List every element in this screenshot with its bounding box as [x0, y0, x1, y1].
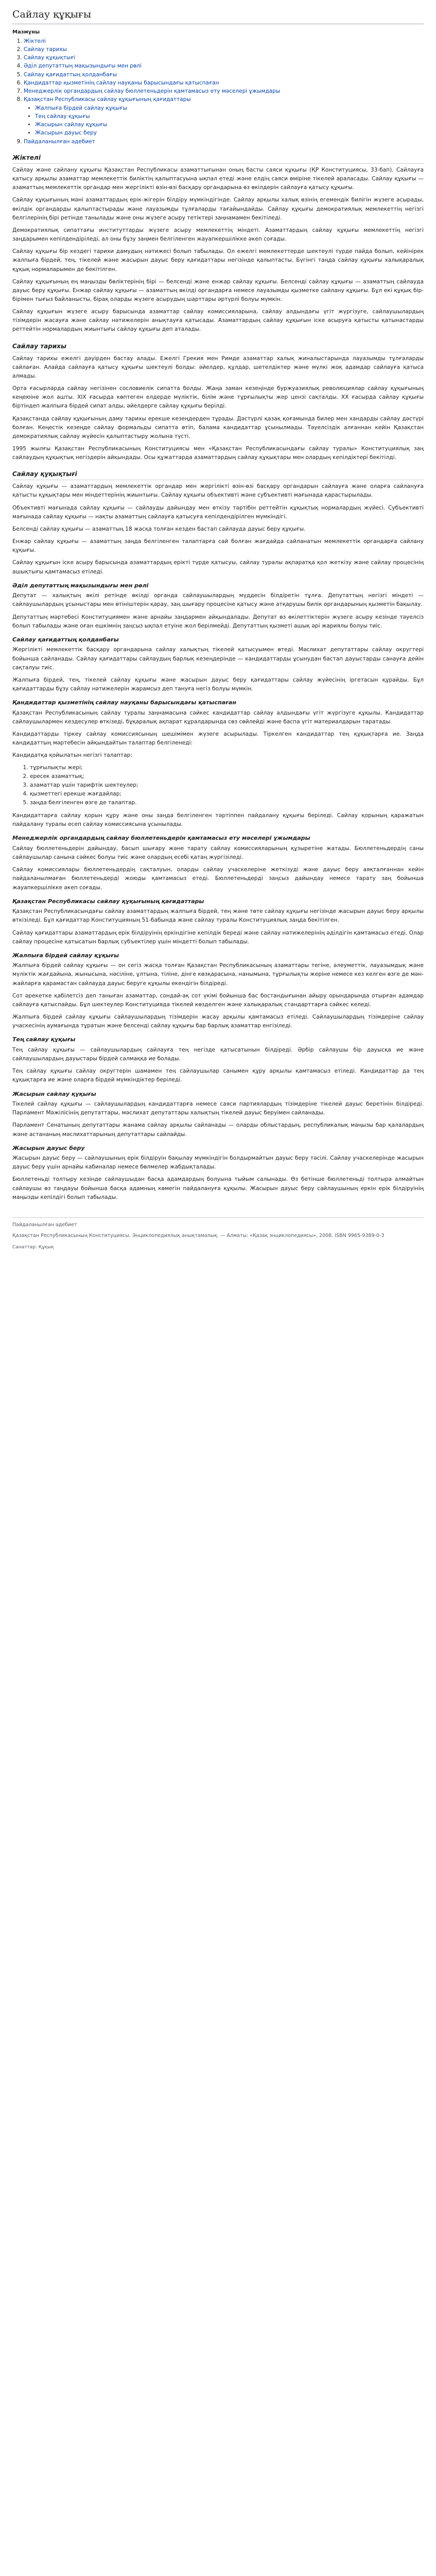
paragraph: Объективті мағынада сайлау құқығы — сайлауды дайындау мен өткізу тәртібін реттейтін құқықтық нормалардың жүйесі. Субъективті мағынада сайлау құқығы — нақты азаматтың сайлауға қатысуға кепілдендірілген мүмкіндігі.	[12, 504, 424, 520]
paragraph: Сайлау құқығының ең маңызды бөліктерінің бірі — белсенді және енжар сайлау құқығы. Белсенді сайлау құқығы — азаматтың сайлауда дауыс беру құқығы. Енжар сайлау құқығы — азаматтың өкілді органдарға немесе лауазымды қызметке сайлану құқығы. Бұл екі құқық бір-бірімен тығыз байланысты, бірақ оларды жүзеге асырудың шарттары әртүрлі болуы мүмкін.	[12, 278, 424, 302]
toc-heading: Мазмұны	[12, 29, 40, 35]
section-heading: Сайлау қағидаттың қолданбағы	[12, 636, 119, 643]
page-title: Сайлау құқығы	[12, 7, 424, 24]
section-heading: Сайлау құқықтығі	[12, 469, 424, 480]
toc-item[interactable]: 8. Қазақстан Республикасы сайлау құқығының қағидаттары • Жалпыға бірдей сайлау құқығы • Тең сайлау құқығы • Жасырын сайлау құқығы • Жасырын дауыс беру	[24, 95, 424, 137]
toc-item[interactable]: 9. Пайдаланылған әдебиет	[24, 138, 424, 146]
toc-item[interactable]: 6. Қандидаттар қызметінің сайлау науқаны барысындағы қатыспаған	[24, 79, 424, 87]
paragraph: Тең сайлау құқығы сайлау округтерін шамамен тең сайлаушылар санымен құру арқылы қамтамасыз етіледі. Кандидаттар да тең құқықтарға ие және оларға бірдей мүмкіндіктер беріледі.	[12, 1068, 424, 1083]
subsection-heading: Жасырын дауыс беру	[12, 1144, 85, 1151]
paragraph: Тең сайлау құқығы — сайлаушылардың сайлауға тең негізде қатысатынын білдіреді. Әрбір сайлаушы бір дауысқа ие және сайлаушылардың дауыстары бірдей салмаққа ие болады.	[12, 1046, 424, 1062]
section-heading: Қандидаттар қызметінің сайлау науқаны барысындағы қатыспаған	[12, 699, 236, 706]
section-heading: Менеджерлік органдардың сайлау бюллетеньдерін қамтамасыз ету мәселері ұжымдары	[12, 835, 310, 842]
toc-subitem[interactable]: • Тең сайлау құқығы	[35, 112, 424, 121]
toc-item[interactable]: 3. Сайлау құқықтығі	[24, 54, 424, 62]
paragraph: Сайлау қағидаттары азаматтардың ерік білдіруінің еркіндігіне кепілдік береді және сайлау нәтижелерінің әділдігін қамтамасыз етеді. Олар сайлау процесіне қатысатын барлық субъектілер үшін міндетті болып табылады.	[12, 929, 424, 945]
paragraph: Сайлау құқығын жүзеге асыру барысында азаматтар сайлау комиссияларына, сайлау алдындағы үгіт жүргізуге, сайлаушылардың тізімдерін жасауға және сайлау нәтижелерін анықтауға қатысады. Азаматтардың сайлау құқығын іске асыруға қатысты қатынастарды реттейтін нормалардың жиынтығы сайлау құқығы деп аталады.	[12, 309, 424, 333]
paragraph: Жергілікті мемлекеттік басқару органдарына сайлау халықтың тікелей қатысуымен өтеді. Мәслихат депутаттары сайлау округтері бойынша сайланады. Сайлау қағидаттары сайлаудың барлық кезеңдерінде — кандидаттарды ұсынудан бастап дауыстарды санауға дейін сақталуы тиіс.	[12, 647, 424, 671]
toc-subitem[interactable]: • Жалпыға бірдей сайлау құқығы	[35, 104, 424, 112]
paragraph: Сайлау құқығын іске асыру барысында азаматтардың ерікті түрде қатысуы, сайлау туралы ақпаратқа қол жеткізу және сайлау процесінің ашықтығы қамтамасыз етіледі.	[12, 560, 424, 575]
toc-item[interactable]: 1. Жіктелі	[24, 37, 424, 45]
section-heading: Қазақстан Республикасы сайлау құқығының қағидаттары	[12, 897, 204, 905]
toc-subitem[interactable]: • Жасырын сайлау құқығы	[35, 121, 424, 129]
paragraph: Депутаттың мәртебесі Конституциямен және арнайы заңдармен айқындалады. Депутат өз өкілеттіктерін жүзеге асыру кезінде тәуелсіз болып табылады және оған ешкімнің заңсыз ықпал етуіне жол берілмейді. Депутаттың қызметі ашық әрі жариялы болуы тиіс.	[12, 614, 424, 629]
toc-subitem[interactable]: • Жасырын дауыс беру	[35, 129, 424, 137]
paragraph: 1995 жылғы Қазақстан Республикасының Конституциясы мен «Қазақстан Республикасындағы сайлау туралы» Конституциялық заң сайлаудың құқықтық негіздерін айқындады. Осы құжаттарда азаматтардың сайлау құқықтары мен олардың кепілдіктері бекітілді.	[12, 446, 424, 461]
paragraph: Демократиялық сипаттағы институттарды жүзеге асыру мемлекеттің міндеті. Азаматтардың сайлау құқығы мемлекеттің негізгі заңдарымен кепілдендіріледі, ал оны бұзу заңмен белгіленген жауапкершілікке әкеп соғады.	[12, 227, 424, 243]
table-of-contents	[12, 28, 424, 146]
paragraph: Сайлау бюллетеньдерін дайындау, басып шығару және тарату сайлау комиссияларының құзыретіне жатады. Бюллетеньдердің саны сайлаушылар санына сәйкес болуы тиіс және олардың есебі қатаң жүргізіледі.	[12, 845, 424, 861]
toc-item[interactable]: 7. Менеджерлік органдардың сайлау бюллетеньдерін қамтамасыз ету мәселері ұжымдары	[24, 87, 424, 95]
paragraph: Енжар сайлау құқығы — азаматтың заңда белгіленген талаптарға сай болған жағдайда сайланатын мемлекеттік органдарға сайлану құқығы.	[12, 538, 424, 554]
subsection-heading: Жалпыға бірдей сайлау құқығы	[12, 952, 119, 959]
section-heading: Жіктелі	[12, 153, 424, 164]
list-item: 1. тұрғылықты жері;	[30, 764, 424, 772]
paragraph: Орта ғасырларда сайлау негізінен сословиелік сипатта болды. Жаңа заман кезеңінде буржуазиялық революциялар сайлау құқығының кеңеюіне жол ашты. XIX ғасырда көптеген елдерде мүліктік, білім және тұрғылықты жер цензі сақталды. XX ғасырда сайлау құқығы біртіндеп жалпыға бірдей сипат алды, әйелдерге сайлау құқығы берілді.	[12, 385, 424, 410]
paragraph: Қазақстан Республикасындағы сайлау азаматтардың жалпыға бірдей, тең және төте сайлау құқығы негізінде жасырын дауыс беру арқылы өткізіледі. Бұл қағидаттар Конституцияның 51-бабында және сайлау туралы Конституциялық заңда бекітілген.	[12, 908, 424, 924]
subsection-heading: Жасырын сайлау құқығы	[12, 1090, 96, 1097]
paragraph: Сайлау комиссиялары бюллетеньдердің сақталуын, оларды сайлау учаскелеріне жеткізуді және дауыс беру аяқталғаннан кейін пайдаланылмаған бюллетеньдерді жоюды қамтамасыз етеді. Бюллетеньдерді заңсыз дайындау немесе тарату заң бойынша жауапкершілікке әкеп соғады.	[12, 867, 424, 891]
list-item: 3. азаматтар үшін тарифтік шектеулер;	[30, 781, 424, 790]
paragraph: Кандидаттарға сайлау қорын құру және оны заңда белгіленген тәртіппен пайдалану құқығы беріледі. Сайлау қорының қаражатын пайдалану туралы есеп сайлау комиссиясына ұсынылады.	[12, 812, 424, 828]
list-intro: Кандидатқа қойылатын негізгі талаптар:	[12, 752, 132, 759]
paragraph: Депутат — халықтың өкілі ретінде өкілді органда сайлаушылардың мүддесін білдіретін тұлға. Депутаттың негізгі міндеті — сайлаушылардың ұсыныстары мен өтініштерін қарау, заң шығару процесіне қатысу және атқарушы билік органдарының қызметін бақылау.	[12, 592, 424, 608]
paragraph: Сайлау құқығы бір кездегі тарихи дамудың нәтижесі болып табылады. Ол ежелгі мемлекеттерде шектеулі түрде пайда болып, кейінірек жалпыға бірдей, тең, тікелей және жасырын дауыс беру қағидаттары негізінде қалыптасты. Бүгінгі таңда сайлау құқығы халықаралық құқық нормаларымен де бекітілген.	[12, 248, 424, 273]
section-heading: Сайлау тарихы	[12, 342, 424, 352]
paragraph: Қазақстан Республикасының сайлау туралы заңнамасына сәйкес кандидаттар сайлау алдындағы үгіт жүргізуге құқылы. Кандидаттар сайлаушылармен кездесулер өткізеді, бұқаралық ақпарат құралдарында сөз сөйлейді және баспа үгіт материалдарын таратады.	[12, 709, 424, 725]
toc-item[interactable]: 4. Әділ депутаттың мақызындығы мен рөлі	[24, 62, 424, 70]
paragraph: Бюллетеньді толтыру кезінде сайлаушыдан басқа адамдардың болуына тыйым салынады. Өз бетінше бюллетеньді толтыра алмайтын сайлаушы өз таңдауы бойынша басқа адамның көмегін пайдалануға құқылы. Жасырын дауыс беру сайлаушының еркін ерік білдіруінің маңызды кепілдігі болып табылады.	[12, 1176, 424, 1200]
toc-sublist	[24, 104, 424, 138]
paragraph: Тікелей сайлау құқығы — сайлаушылардың кандидаттарға немесе саяси партиялардың тізімдеріне тікелей дауыс беретінін білдіреді. Парламент Мәжілісінің депутаттары, мәслихат депутаттары халықтың тікелей дауыс беруімен сайланады.	[12, 1101, 424, 1116]
reference-item: Қазақстан Республикасының Конституциясы. Энциклопедиялық анықтамалық. — Алматы: «Қазақ энциклопедиясы», 2008. ISBN 9965-9389-0-3	[12, 1233, 385, 1239]
toc-list	[12, 37, 424, 146]
paragraph: Кандидаттарды тіркеу сайлау комиссиясының шешімімен жүзеге асырылады. Тіркелген кандидаттар тең құқықтарға ие. Заңда кандидаттың мәртебесін айқындайтын талаптар белгіленеді:	[12, 731, 424, 747]
toc-item[interactable]: 5. Сайлау қағидаттың қолданбағы	[24, 71, 424, 79]
paragraph: Сот әрекетке қабілетсіз деп таныған азаматтар, сондай-ақ сот үкімі бойынша бас бостандығынан айыру орындарында отырған адамдар сайлауға қатыспайды. Бұл шектеулер Конституцияда тікелей көзделген және халықаралық стандарттарға сәйкес келеді.	[12, 992, 424, 1008]
subsection-heading: Тең сайлау құқығы	[12, 1036, 76, 1043]
toc-item[interactable]: 2. Сайлау тарихы	[24, 45, 424, 54]
paragraph: Жасырын дауыс беру — сайлаушының ерік білдіруін бақылау мүмкіндігін болдырмайтын дауыс беру тәсілі. Сайлау учаскелерінде жасырын дауыс беру үшін арнайы кабиналар немесе бөлмелер жабдықталады.	[12, 1155, 424, 1171]
category-link[interactable]: Санаттар: Құқық	[12, 1244, 54, 1250]
paragraph: Сайлау құқығының мәні азаматтардың ерік-жігерін білдіру мүмкіндігінде. Сайлау арқылы халық өзінің егемендік билігін жүзеге асырады, өкілдік органдарды қалыптастырады және лауазымды тұлғаларды тағайындайды. Сайлау құқығы демократиялық мемлекеттің негізгі белгілерінің бірі ретінде танылады және оны жүзеге асыру тетіктері заңнамамен бекітіледі.	[12, 197, 424, 221]
paragraph: Сайлау және сайлану құқығы Қазақстан Республикасы азаматтығынан оның басты саяси құқығы (ҚР Конституциясы, 33-бап). Сайлауға қатысу арқылы азаматтар мемлекеттік биліктің қалыптасуына ықпал етеді және елдің саяси өміріне тікелей араласады. Сайлау құқығы — азаматтың мемлекеттік органдар мен жергілікті өзін-өзі басқару органдарына өз өкілдерін сайлауға қатысу құқығы.	[12, 166, 424, 191]
list-item: 5. заңда белгіленген өзге де талаптар.	[30, 799, 424, 807]
candidate-requirements-list	[12, 764, 424, 807]
paragraph: Сайлау құқығы — азаматтардың мемлекеттік органдар мен жергілікті өзін-өзі басқару органдарын сайлауға және оларға сайлануға қатысты құқықтары мен міндеттерінің жиынтығы. Сайлау құқығы объективті және субъективті мағынада қарастырылады.	[12, 483, 424, 499]
paragraph: Парламент Сенатының депутаттары жанама сайлау арқылы сайланады — оларды облыстардың, республикалық маңызы бар қалалардың және астананың мәслихаттарының депутаттары сайлайды.	[12, 1122, 424, 1138]
references-heading: Пайдаланылған әдебиет	[12, 1222, 77, 1228]
paragraph: Қазақстанда сайлау құқығының даму тарихы ерекше кезеңдерден тұрады. Дәстүрлі қазақ қоғамында билер мен хандарды сайлау дәстүрі болған. Кеңестік кезеңде сайлау формальды сипатта өтіп, балама кандидаттар ұсынылмады. Тәуелсіздік алғаннан кейін Қазақстан демократиялық сайлау жүйесін қалыптастыру жолына түсті.	[12, 415, 424, 439]
section-heading: Әділ депутаттың мақызындығы мен рөлі	[12, 582, 149, 589]
paragraph: Жалпыға бірдей, тең, тікелей сайлау құқығы және жасырын дауыс беру қағидаттары сайлау жүйесінің іргетасын құрайды. Бұл қағидаттарды бұзу сайлау нәтижелерін жарамсыз деп тануға негіз болуы мүмкін.	[12, 676, 424, 692]
paragraph: Белсенді сайлау құқығы — азаматтың 18 жасқа толған кезден бастап сайлауда дауыс беру құқығы.	[12, 526, 306, 532]
references-footer	[12, 1217, 424, 1251]
paragraph: Жалпыға бірдей сайлау құқығы сайлаушылардың тізімдерін жасау арқылы қамтамасыз етіледі. Сайлаушылардың тізімдеріне сайлау учаскесінің аумағында тұратын және белсенді сайлау құқығы бар барлық азаматтар енгізіледі.	[12, 1014, 424, 1029]
paragraph: Сайлау тарихы ежелгі дәуірден бастау алады. Ежелгі Грекия мен Римде азаматтар халық жиналыстарында лауазымды тұлғаларды сайлаған. Алайда сайлауға қатысу құқығы шектеулі болды: әйелдер, құлдар, шетелдіктер және мүлкі жоқ адамдар сайлауға қатыса алмады.	[12, 355, 424, 379]
list-item: 4. қызметтегі ерекше жағдайлар;	[30, 790, 424, 799]
list-item: 2. ересек азаматтық;	[30, 772, 424, 781]
paragraph: Жалпыға бірдей сайлау құқығы — он сегіз жасқа толған Қазақстан Республикасының азаматтары тегіне, әлеуметтік, лауазымдық және мүліктік жағдайына, жынысына, нәсіліне, ұлтына, тіліне, дінге көзқарасына, нанымына, тұрғылықты жеріне немесе кез келген өзге де мән-жайларға қарамастан сайлауда дауыс беруге құқылы екендігін білдіреді.	[12, 962, 424, 987]
